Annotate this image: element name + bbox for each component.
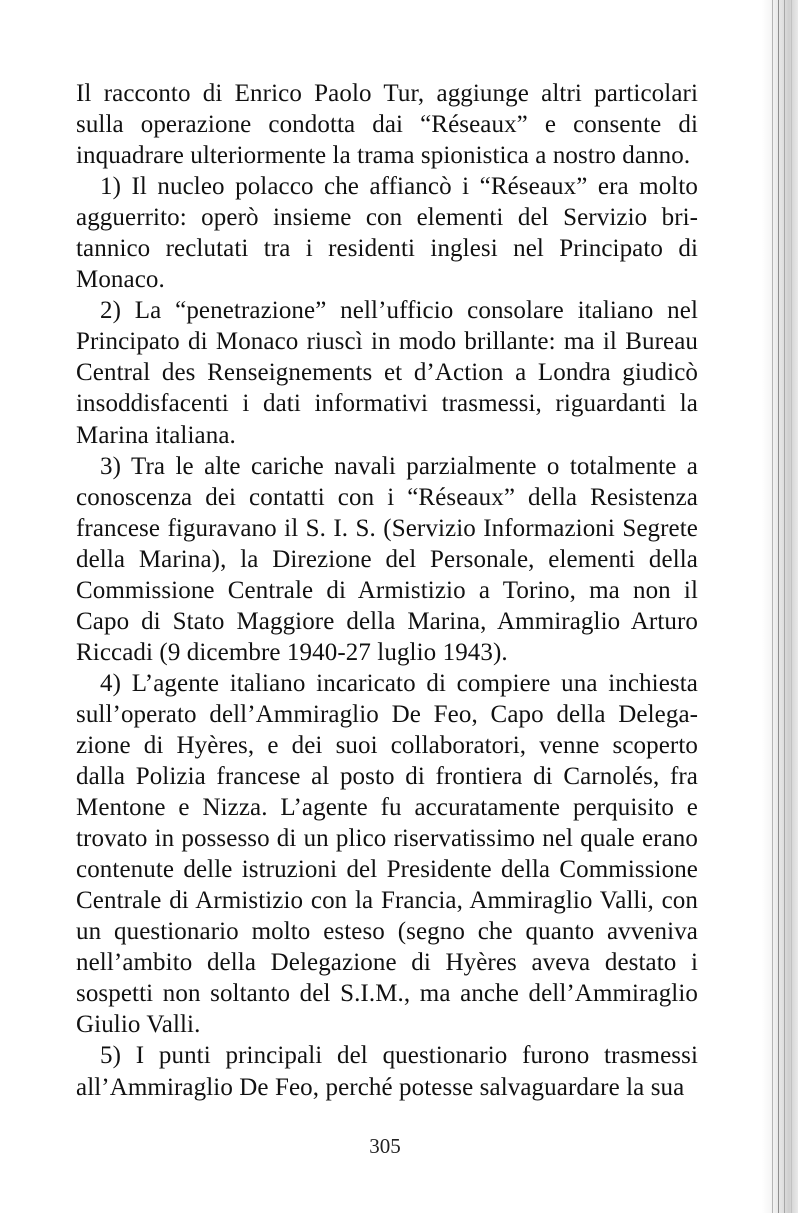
binding-line bbox=[784, 0, 785, 1213]
paragraph-point-5: 5) I punti principali del questionario furono trasmessi all’Ammiraglio De Feo, perché potesse salvaguardare la sua bbox=[76, 1042, 698, 1101]
paragraph-point-3: 3) Tra le alte cariche navali parzialmente o totalmente a conoscenza dei contatti con i “Réseaux” della Resistenza francese figuravano il S. I. S. (Servizio Informazioni Segrete della Marina), la Direzione del Personale, elementi della Commissione Centrale di Armistizio a Torino, ma non il Capo di Stato Maggiore della Marina, Ammiraglio Arturo Riccadi (9 dicembre 1940-27 luglio 1943). bbox=[76, 452, 698, 666]
body-text bbox=[76, 78, 698, 1103]
book-binding-edge bbox=[762, 0, 798, 1213]
paragraph-point-2: 2) La “penetrazione” nell’ufficio consolare italiano nel Principato di Monaco riuscì in modo brillante: ma il Bureau Central des Renseignements et d’Action a Londra giudicò insoddisfacenti i dati informativi trasmessi, riguardanti la Marina italiana. bbox=[76, 297, 698, 449]
paragraph-point-1: 1) Il nucleo polacco che affiancò i “Réseaux” era molto agguerrito: operò insieme con elementi del Servizio britannico reclutati tra i residenti inglesi nel Principato di Monaco. bbox=[76, 173, 698, 294]
binding-line bbox=[778, 0, 779, 1213]
paragraph-intro: Il racconto di Enrico Paolo Tur, aggiunge altri particolari sulla operazione condotta dai “Réseaux” e consente di inquadrare ulteriormente la trama spionistica a nostro danno. bbox=[76, 80, 698, 170]
binding-line bbox=[772, 0, 773, 1213]
page-number: 305 bbox=[369, 1134, 401, 1158]
paragraph-point-4: 4) L’agente italiano incaricato di compiere una inchiesta sull’operato dell’Ammiraglio De Feo, Capo della Delegazione di Hyères, e dei suoi collaboratori, venne scoperto dalla Polizia francese al posto di frontiera di Carnolés, fra Mentone e Nizza. L’agente fu accuratamente perquisito e trovato in possesso di un plico riservatissimo nel quale erano contenute delle istruzioni del Presidente della Commissione Centrale di Armistizio con la Francia, Ammiraglio Valli, con un questionario molto esteso (segno che quanto avveniva nell’ambito della Delegazione di Hyères aveva destato i sospetti non soltanto del S.I.M., ma anche dell’Ammiraglio Giulio Valli. bbox=[76, 669, 698, 1039]
binding-line bbox=[791, 0, 792, 1213]
